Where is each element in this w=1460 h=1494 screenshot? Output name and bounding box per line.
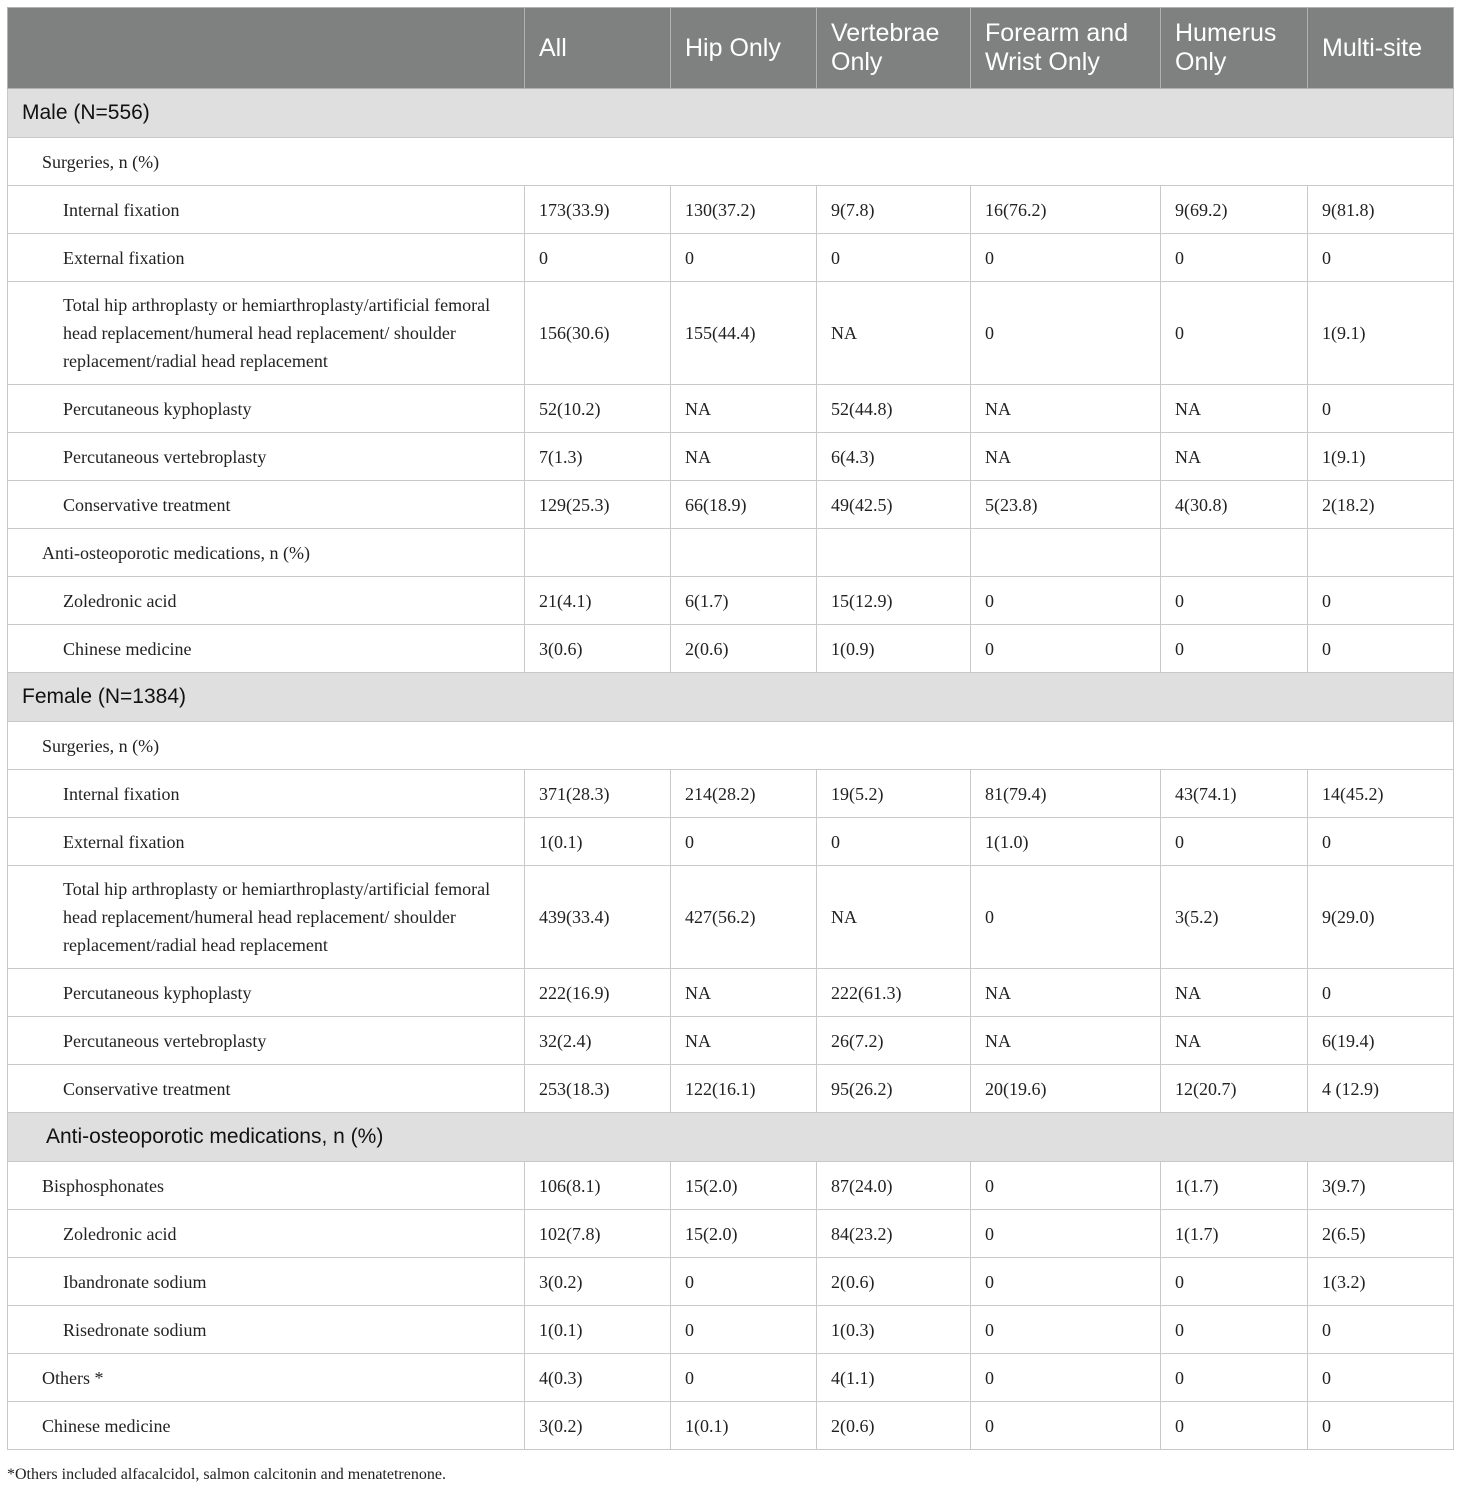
cell: 0 xyxy=(971,1162,1161,1210)
cell: 15(2.0) xyxy=(671,1210,817,1258)
table-row xyxy=(8,385,1454,433)
cell: 173(33.9) xyxy=(525,186,671,234)
cell: 19(5.2) xyxy=(817,770,971,818)
table-row xyxy=(8,1017,1454,1065)
cell: 1(9.1) xyxy=(1308,282,1454,385)
cell: 2(18.2) xyxy=(1308,481,1454,529)
cell: 84(23.2) xyxy=(817,1210,971,1258)
footnote: *Others included alfacalcidol, salmon calcitonin and menatetrenone. xyxy=(7,1466,446,1483)
cell xyxy=(671,529,817,577)
cell: 1(1.7) xyxy=(1161,1162,1308,1210)
cell: 0 xyxy=(971,1210,1161,1258)
table-row xyxy=(8,625,1454,673)
cell: 4 (12.9) xyxy=(1308,1065,1454,1113)
header-cell-blank xyxy=(8,8,525,89)
cell: 0 xyxy=(971,282,1161,385)
cell: NA xyxy=(671,433,817,481)
table-row xyxy=(8,1210,1454,1258)
cell xyxy=(817,529,971,577)
table-row xyxy=(8,282,1454,385)
row-label: Chinese medicine xyxy=(8,1402,525,1450)
cell: 3(5.2) xyxy=(1161,866,1308,969)
cell: 4(30.8) xyxy=(1161,481,1308,529)
subheader-label: Surgeries, n (%) xyxy=(8,138,1454,186)
cell: 1(0.1) xyxy=(671,1402,817,1450)
cell: 0 xyxy=(1308,385,1454,433)
cell: 106(8.1) xyxy=(525,1162,671,1210)
section-row-male xyxy=(8,89,1454,138)
cell: 5(23.8) xyxy=(971,481,1161,529)
cell: 43(74.1) xyxy=(1161,770,1308,818)
cell: 130(37.2) xyxy=(671,186,817,234)
row-label: Zoledronic acid xyxy=(8,1210,525,1258)
cell: 6(1.7) xyxy=(671,577,817,625)
cell: 253(18.3) xyxy=(525,1065,671,1113)
table-row xyxy=(8,481,1454,529)
cell: 3(0.2) xyxy=(525,1402,671,1450)
cell xyxy=(1308,529,1454,577)
cell: 87(24.0) xyxy=(817,1162,971,1210)
cell: 122(16.1) xyxy=(671,1065,817,1113)
cell: NA xyxy=(971,433,1161,481)
cell: 0 xyxy=(1308,625,1454,673)
header-cell-hip-only: Hip Only xyxy=(671,8,817,89)
cell: 0 xyxy=(971,1354,1161,1402)
cell: 1(3.2) xyxy=(1308,1258,1454,1306)
cell: 26(7.2) xyxy=(817,1017,971,1065)
row-label: Others * xyxy=(8,1354,525,1402)
row-label: Chinese medicine xyxy=(8,625,525,673)
cell: NA xyxy=(671,385,817,433)
cell: 9(81.8) xyxy=(1308,186,1454,234)
cell: 1(1.0) xyxy=(971,818,1161,866)
cell: 0 xyxy=(1161,234,1308,282)
cell: 6(4.3) xyxy=(817,433,971,481)
row-label: Percutaneous kyphoplasty xyxy=(8,969,525,1017)
row-label: Percutaneous kyphoplasty xyxy=(8,385,525,433)
cell xyxy=(525,529,671,577)
table-row xyxy=(8,1065,1454,1113)
cell: NA xyxy=(1161,1017,1308,1065)
cell: NA xyxy=(1161,433,1308,481)
row-label: External fixation xyxy=(8,818,525,866)
cell: 0 xyxy=(817,234,971,282)
cell: 0 xyxy=(971,234,1161,282)
row-label: Internal fixation xyxy=(8,770,525,818)
cell: 20(19.6) xyxy=(971,1065,1161,1113)
cell: NA xyxy=(971,969,1161,1017)
cell: 0 xyxy=(971,1402,1161,1450)
cell: 0 xyxy=(1161,1306,1308,1354)
row-label: Percutaneous vertebroplasty xyxy=(8,1017,525,1065)
cell: 439(33.4) xyxy=(525,866,671,969)
cell: 14(45.2) xyxy=(1308,770,1454,818)
table-row xyxy=(8,866,1454,969)
cell: 0 xyxy=(1308,1402,1454,1450)
cell: 12(20.7) xyxy=(1161,1065,1308,1113)
cell: 16(76.2) xyxy=(971,186,1161,234)
section-title: Male (N=556) xyxy=(8,89,1454,138)
cell: 15(12.9) xyxy=(817,577,971,625)
cell: 0 xyxy=(1161,282,1308,385)
row-label: Ibandronate sodium xyxy=(8,1258,525,1306)
cell: 0 xyxy=(1161,1258,1308,1306)
cell: 129(25.3) xyxy=(525,481,671,529)
subheader-label: Surgeries, n (%) xyxy=(8,722,1454,770)
cell: 1(0.1) xyxy=(525,1306,671,1354)
cell: 0 xyxy=(971,866,1161,969)
table-row xyxy=(8,1258,1454,1306)
cell: 0 xyxy=(1308,577,1454,625)
cell: 66(18.9) xyxy=(671,481,817,529)
cell: 427(56.2) xyxy=(671,866,817,969)
header-cell-multi-site: Multi-site xyxy=(1308,8,1454,89)
cell: 81(79.4) xyxy=(971,770,1161,818)
cell: 3(0.2) xyxy=(525,1258,671,1306)
cell: 95(26.2) xyxy=(817,1065,971,1113)
cell: 155(44.4) xyxy=(671,282,817,385)
cell: 0 xyxy=(1308,1354,1454,1402)
cell: 9(69.2) xyxy=(1161,186,1308,234)
table-row xyxy=(8,234,1454,282)
cell: 2(0.6) xyxy=(671,625,817,673)
cell: 4(0.3) xyxy=(525,1354,671,1402)
cell: NA xyxy=(971,1017,1161,1065)
cell: NA xyxy=(817,866,971,969)
table-row xyxy=(8,818,1454,866)
cell: 0 xyxy=(1161,818,1308,866)
section-title: Anti-osteoporotic medications, n (%) xyxy=(8,1113,1454,1162)
treatment-table xyxy=(7,7,1454,1450)
cell: 3(9.7) xyxy=(1308,1162,1454,1210)
subheader-label: Anti-osteoporotic medications, n (%) xyxy=(8,529,525,577)
cell: 1(1.7) xyxy=(1161,1210,1308,1258)
cell: 0 xyxy=(671,818,817,866)
cell: 32(2.4) xyxy=(525,1017,671,1065)
cell: 0 xyxy=(1161,1354,1308,1402)
cell: 0 xyxy=(1161,1402,1308,1450)
table-row xyxy=(8,969,1454,1017)
cell: 49(42.5) xyxy=(817,481,971,529)
cell: 0 xyxy=(671,234,817,282)
subheader-row xyxy=(8,529,1454,577)
header-cell-all: All xyxy=(525,8,671,89)
cell: 2(6.5) xyxy=(1308,1210,1454,1258)
cell: 0 xyxy=(817,818,971,866)
cell: 0 xyxy=(671,1258,817,1306)
table-row xyxy=(8,186,1454,234)
row-label: Risedronate sodium xyxy=(8,1306,525,1354)
cell: 4(1.1) xyxy=(817,1354,971,1402)
table-container xyxy=(7,7,1453,1450)
cell: 156(30.6) xyxy=(525,282,671,385)
cell xyxy=(971,529,1161,577)
cell: 0 xyxy=(1308,1306,1454,1354)
row-label: Total hip arthroplasty or hemiarthroplasty/artificial femoral head replacement/humeral head replacement/ shoulder replacement/radial head replacement xyxy=(8,866,525,969)
row-label: Internal fixation xyxy=(8,186,525,234)
cell: NA xyxy=(1161,969,1308,1017)
cell: 214(28.2) xyxy=(671,770,817,818)
cell: 2(0.6) xyxy=(817,1402,971,1450)
header-row xyxy=(8,8,1454,89)
row-label: External fixation xyxy=(8,234,525,282)
cell: 52(10.2) xyxy=(525,385,671,433)
cell: 1(0.3) xyxy=(817,1306,971,1354)
section-title: Female (N=1384) xyxy=(8,673,1454,722)
cell: 0 xyxy=(1161,577,1308,625)
row-label: Conservative treatment xyxy=(8,1065,525,1113)
cell: 0 xyxy=(671,1306,817,1354)
cell: NA xyxy=(1161,385,1308,433)
cell: 9(7.8) xyxy=(817,186,971,234)
cell: 9(29.0) xyxy=(1308,866,1454,969)
cell: 15(2.0) xyxy=(671,1162,817,1210)
header-cell-vertebrae-only: Vertebrae Only xyxy=(817,8,971,89)
cell: 6(19.4) xyxy=(1308,1017,1454,1065)
cell: 102(7.8) xyxy=(525,1210,671,1258)
cell: NA xyxy=(671,1017,817,1065)
section-row-female-meds xyxy=(8,1113,1454,1162)
row-label: Total hip arthroplasty or hemiarthroplasty/artificial femoral head replacement/humeral head replacement/ shoulder replacement/radial head replacement xyxy=(8,282,525,385)
subheader-row xyxy=(8,138,1454,186)
section-row-female xyxy=(8,673,1454,722)
row-label: Percutaneous vertebroplasty xyxy=(8,433,525,481)
table-row xyxy=(8,433,1454,481)
cell: 0 xyxy=(525,234,671,282)
table-row xyxy=(8,1162,1454,1210)
cell: 0 xyxy=(1161,625,1308,673)
cell xyxy=(1161,529,1308,577)
row-label: Bisphosphonates xyxy=(8,1162,525,1210)
cell: NA xyxy=(971,385,1161,433)
cell: 0 xyxy=(1308,818,1454,866)
cell: 0 xyxy=(971,577,1161,625)
subheader-row xyxy=(8,722,1454,770)
cell: 52(44.8) xyxy=(817,385,971,433)
cell: 1(9.1) xyxy=(1308,433,1454,481)
cell: 0 xyxy=(671,1354,817,1402)
table-row xyxy=(8,1402,1454,1450)
header-cell-humerus-only: Humerus Only xyxy=(1161,8,1308,89)
cell: 2(0.6) xyxy=(817,1258,971,1306)
cell: 0 xyxy=(1308,234,1454,282)
cell: 7(1.3) xyxy=(525,433,671,481)
cell: 0 xyxy=(971,1306,1161,1354)
row-label: Zoledronic acid xyxy=(8,577,525,625)
cell: 1(0.1) xyxy=(525,818,671,866)
cell: 0 xyxy=(1308,969,1454,1017)
cell: NA xyxy=(817,282,971,385)
cell: 1(0.9) xyxy=(817,625,971,673)
cell: 3(0.6) xyxy=(525,625,671,673)
cell: 0 xyxy=(971,1258,1161,1306)
cell: 371(28.3) xyxy=(525,770,671,818)
table-row xyxy=(8,577,1454,625)
table-row xyxy=(8,1354,1454,1402)
table-row xyxy=(8,770,1454,818)
row-label: Conservative treatment xyxy=(8,481,525,529)
cell: 0 xyxy=(971,625,1161,673)
header-cell-forearm-wrist-only: Forearm and Wrist Only xyxy=(971,8,1161,89)
cell: NA xyxy=(671,969,817,1017)
cell: 222(61.3) xyxy=(817,969,971,1017)
cell: 21(4.1) xyxy=(525,577,671,625)
table-row xyxy=(8,1306,1454,1354)
cell: 222(16.9) xyxy=(525,969,671,1017)
